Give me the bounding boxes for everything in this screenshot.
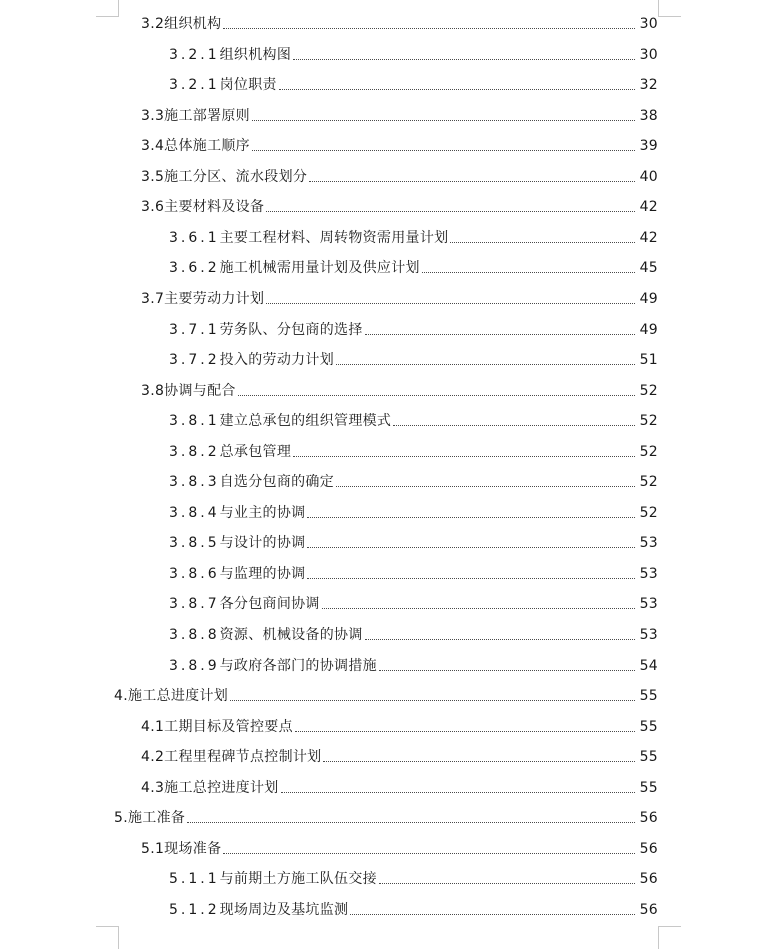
toc-entry-title: 工程里程碑节点控制计划 [164,749,322,766]
toc-dot-leader [187,821,635,823]
toc-entry-title: 各分包商间协调 [219,596,320,613]
toc-entry-number: 3.6.2 [169,260,220,277]
toc-dot-leader [365,333,635,335]
toc-entry[interactable] [169,623,658,645]
toc-entry[interactable] [169,73,658,95]
toc-entry-page-number: 56 [639,810,658,827]
toc-dot-leader [393,424,635,426]
toc-dot-leader [307,577,635,579]
toc-entry-page-number: 53 [639,627,658,643]
page-corner-mark-bottom-right [658,926,681,949]
toc-entry-number: 5.1.2 [169,901,220,918]
toc-entry[interactable] [169,409,658,431]
toc-entry-number: 3.3 [141,107,165,124]
toc-dot-leader [323,760,635,762]
toc-entry-number: 3.5 [141,168,165,185]
toc-entry[interactable] [141,134,658,156]
toc-entry-page-number: 30 [639,46,658,63]
toc-entry-number: 3.8.1 [169,413,220,430]
toc-dot-leader [223,852,635,854]
page-corner-mark-bottom-left [96,926,119,949]
toc-dot-leader [307,516,635,518]
toc-dot-leader [293,58,635,60]
toc-entry-number: 3.4 [141,138,165,155]
toc-entry-page-number: 30 [639,16,658,32]
toc-entry-title: 岗位职责 [219,77,277,94]
toc-entry-title: 总承包管理 [219,443,292,460]
toc-entry[interactable] [141,715,658,737]
toc-dot-leader [295,730,635,732]
toc-entry-number: 3.8.5 [169,535,220,552]
toc-entry-title: 组织机构 [164,16,222,32]
toc-entry-title: 与设计的协调 [219,535,306,552]
toc-entry-number: 3.8.9 [169,657,220,674]
toc-entry-number: 5.1 [141,840,165,857]
toc-dot-leader [307,546,635,548]
toc-entry-title: 施工总控进度计划 [164,779,279,796]
toc-entry[interactable] [169,256,658,278]
toc-entry-title: 现场准备 [164,840,222,857]
toc-entry-title: 与监理的协调 [219,565,306,582]
toc-entry-number: 4.2 [141,749,165,766]
toc-entry-page-number: 38 [639,107,658,124]
toc-entry[interactable] [141,379,658,401]
toc-entry-title: 工期目标及管控要点 [164,718,293,735]
toc-entry[interactable] [169,226,658,248]
toc-entry-page-number: 55 [639,749,658,766]
toc-entry-title: 组织机构图 [219,46,292,63]
toc-entry-number: 3.8.2 [169,443,220,460]
toc-entry-page-number: 52 [639,504,658,521]
toc-entry-page-number: 40 [639,168,658,185]
toc-entry-number: 3.2 [141,16,165,32]
toc-dot-leader [279,88,635,90]
toc-entry-number: 4.3 [141,779,165,796]
toc-entry-page-number: 55 [639,718,658,735]
toc-entry[interactable] [141,195,658,217]
toc-entry-title: 施工准备 [127,810,186,827]
toc-entry-number: 3.8.3 [169,474,220,491]
toc-entry[interactable] [114,684,658,706]
toc-entry[interactable] [169,501,658,523]
toc-entry-number: 3.7.2 [169,352,220,369]
toc-entry[interactable] [141,287,658,309]
toc-entry[interactable] [141,837,658,859]
toc-entry-page-number: 56 [639,840,658,857]
toc-entry[interactable] [141,776,658,798]
toc-entry[interactable] [141,165,658,187]
toc-entry[interactable] [169,470,658,492]
toc-entry-page-number: 32 [639,77,658,94]
toc-entry-title: 与业主的协调 [219,504,306,521]
toc-entry-page-number: 39 [639,138,658,155]
toc-entry-title: 与政府各部门的协调措施 [219,657,377,674]
toc-entry-page-number: 56 [639,871,658,888]
toc-dot-leader [281,791,635,793]
toc-dot-leader [293,455,635,457]
toc-entry-page-number: 52 [639,382,658,399]
toc-entry-number: 3.2.1 [169,46,220,63]
toc-dot-leader [322,607,635,609]
toc-entry-title: 投入的劳动力计划 [219,352,335,369]
toc-dot-leader [350,913,635,915]
toc-entry-page-number: 53 [639,565,658,582]
toc-entry-page-number: 52 [639,474,658,491]
toc-entry-title: 总体施工顺序 [164,138,250,155]
page-corner-mark-top-right [658,0,681,17]
toc-entry-number: 5. [114,810,128,827]
toc-dot-leader [238,394,635,396]
toc-entry-page-number: 49 [639,321,658,338]
toc-dot-leader [336,363,635,365]
toc-entry[interactable] [169,318,658,340]
toc-entry-page-number: 52 [639,443,658,460]
toc-entry-page-number: 42 [639,229,658,246]
toc-entry[interactable] [169,348,658,370]
toc-entry-number: 3.2.1 [169,77,220,94]
toc-entry[interactable] [169,867,658,889]
toc-entry-page-number: 55 [639,688,658,705]
toc-entry-page-number: 49 [639,290,658,307]
toc-entry-number: 3.6 [141,199,165,216]
toc-dot-leader [252,119,635,121]
toc-entry-number: 3.8.6 [169,565,220,582]
toc-dot-leader [230,699,635,701]
toc-entry-title: 现场周边及基坑监测 [219,901,349,918]
toc-entry-page-number: 45 [639,260,658,277]
toc-entry[interactable] [169,562,658,584]
toc-dot-leader [252,149,635,151]
toc-dot-leader [422,271,635,273]
toc-dot-leader [266,302,635,304]
toc-entry-page-number: 54 [639,657,658,674]
toc-entry-page-number: 52 [639,413,658,430]
toc-dot-leader [336,485,635,487]
toc-entry-title: 施工部署原则 [164,107,250,124]
toc-dot-leader [450,241,635,243]
toc-dot-leader [365,638,635,640]
toc-entry[interactable] [169,592,658,614]
toc-entry-title: 施工总进度计划 [127,688,229,705]
toc-entry-title: 主要材料及设备 [164,199,265,216]
toc-entry-title: 主要工程材料、周转物资需用量计划 [219,229,449,246]
toc-entry-number: 3.8.4 [169,504,220,521]
toc-entry-number: 3.6.1 [169,229,220,246]
toc-entry-title: 协调与配合 [164,382,236,399]
toc-entry-page-number: 53 [639,596,658,613]
toc-dot-leader [266,210,635,212]
toc-entry[interactable] [169,898,658,920]
toc-entry-number: 3.7 [141,290,165,307]
toc-entry[interactable] [141,104,658,126]
toc-entry-title: 施工机械需用量计划及供应计划 [219,260,420,277]
toc-entry[interactable] [169,43,658,65]
toc-entry-page-number: 53 [639,535,658,552]
toc-entry-number: 3.7.1 [169,321,220,338]
toc-entry[interactable] [114,806,658,828]
toc-entry-page-number: 51 [639,352,658,369]
page-corner-mark-top-left [96,0,119,17]
toc-dot-leader [379,669,635,671]
toc-entry-title: 自选分包商的确定 [219,474,335,491]
toc-entry-number: 3.8.7 [169,596,220,613]
toc-entry-number: 5.1.1 [169,871,220,888]
toc-dot-leader [309,180,635,182]
toc-entry-number: 3.8 [141,382,165,399]
toc-entry-number: 4.1 [141,718,165,735]
toc-entry-title: 与前期土方施工队伍交接 [219,871,377,888]
toc-dot-leader [223,27,635,29]
toc-entry-number: 3.8.8 [169,627,220,643]
toc-entry-page-number: 55 [639,779,658,796]
toc-entry-page-number: 56 [639,901,658,918]
toc-dot-leader [379,882,635,884]
toc-entry-title: 劳务队、分包商的选择 [219,321,363,338]
toc-entry[interactable] [169,654,658,676]
toc-entry-number: 4. [114,688,128,705]
toc-entry[interactable] [169,531,658,553]
toc-entry-title: 建立总承包的组织管理模式 [219,413,392,430]
toc-entry-title: 施工分区、流水段划分 [164,168,308,185]
toc-entry[interactable] [141,745,658,767]
toc-entry-page-number: 42 [639,199,658,216]
toc-entry-title: 资源、机械设备的协调 [219,627,363,643]
toc-entry[interactable] [141,12,658,34]
toc-entry[interactable] [169,440,658,462]
toc-entry-title: 主要劳动力计划 [164,290,265,307]
